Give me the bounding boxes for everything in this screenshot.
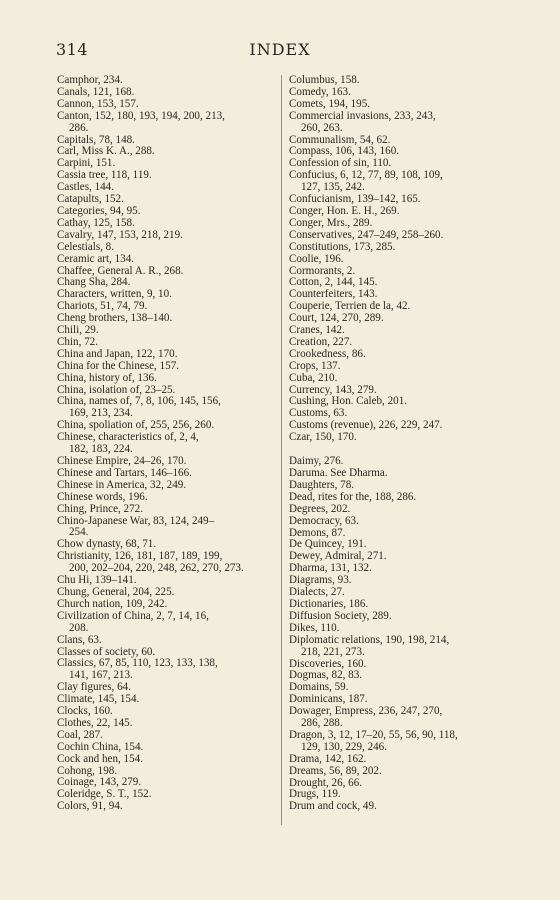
index-entry: Ceramic art, 134.: [57, 252, 135, 265]
index-entry-continuation: 141, 167, 213.: [69, 669, 133, 682]
index-entry: Chu Hi, 139–141.: [57, 574, 137, 587]
index-entry: Drugs, 119.: [289, 788, 341, 801]
index-entry: Dragon, 3, 12, 17–20, 55, 56, 90, 118,: [289, 728, 458, 741]
index-entry: Chinese and Tartars, 146–166.: [57, 466, 192, 479]
index-entry: Daughters, 78.: [289, 478, 355, 491]
index-entry-continuation: 286, 288.: [301, 717, 343, 730]
index-entry: Czar, 150, 170.: [289, 431, 357, 444]
index-entry: Chariots, 51, 74, 79.: [57, 300, 148, 313]
index-entry: Coal, 287.: [57, 728, 103, 741]
index-entry: Cock and hen, 154.: [57, 752, 143, 765]
index-entry: Categories, 94, 95.: [57, 204, 141, 217]
index-entry: Daruma. See Dharma.: [289, 467, 388, 479]
index-entry: Clans, 63.: [57, 633, 102, 646]
index-entry: Chin, 72.: [57, 335, 98, 348]
index-entry: Chinese in America, 32, 249.: [57, 478, 187, 491]
index-entry: Customs, 63.: [289, 407, 348, 420]
index-entry: Carl, Miss K. A., 288.: [57, 145, 155, 158]
index-entry: Colors, 91, 94.: [57, 800, 123, 813]
index-entry: Cochin China, 154.: [57, 740, 144, 753]
index-entry: Christianity, 126, 181, 187, 189, 199,: [57, 550, 223, 563]
index-entry: Clocks, 160.: [57, 705, 113, 718]
index-entry: Columbus, 158.: [289, 74, 360, 86]
index-entry-continuation: 208.: [69, 621, 89, 634]
index-entry: Couperie, Terrien de la, 42.: [289, 300, 411, 313]
index-entry: Climate, 145, 154.: [57, 693, 140, 706]
index-entry-continuation: 182, 183, 224.: [69, 443, 133, 456]
index-entry: Dreams, 56, 89, 202.: [289, 764, 382, 777]
index-entry: Chinese, characteristics of, 2, 4,: [57, 431, 199, 444]
index-entry: Cormorants, 2.: [289, 264, 356, 277]
index-entry: Church nation, 109, 242.: [57, 597, 168, 610]
index-entry: Dowager, Empress, 236, 247, 270,: [289, 705, 443, 718]
index-entry: Dead, rites for the, 188, 286.: [289, 490, 417, 503]
index-entry: China and Japan, 122, 170.: [57, 347, 178, 360]
index-entry-continuation: 286.: [69, 121, 89, 134]
index-entry: Domains, 59.: [289, 681, 349, 694]
index-entry: Degrees, 202.: [289, 502, 351, 515]
index-entry: Castles, 144.: [57, 181, 115, 194]
index-entry: Confucianism, 139–142, 165.: [289, 193, 421, 206]
index-entry: China, isolation of, 23–25.: [57, 383, 176, 396]
index-entry: Dharma, 131, 132.: [289, 562, 372, 575]
index-entry: China, names of, 7, 8, 106, 145, 156,: [57, 395, 221, 408]
index-entry: Cohong, 198.: [57, 764, 118, 777]
index-entry: Cassia tree, 118, 119.: [57, 169, 152, 182]
index-entry: Conservatives, 247–249, 258–260.: [289, 228, 444, 241]
index-entry: Cavalry, 147, 153, 218, 219.: [57, 228, 183, 241]
index-entry: Chaffee, General A. R., 268.: [57, 264, 184, 277]
index-column-right: [289, 75, 519, 813]
index-entry: Chinese words, 196.: [57, 490, 148, 503]
index-entry: Cushing, Hon. Caleb, 201.: [289, 395, 408, 408]
index-entry: Chino-Japanese War, 83, 124, 249–: [57, 514, 215, 527]
index-entry: Dictionaries, 186.: [289, 597, 369, 610]
index-entry: Confession of sin, 110.: [289, 157, 392, 170]
index-entry: Catapults, 152.: [57, 193, 124, 206]
index-entry: Characters, written, 9, 10.: [57, 288, 172, 301]
index-column-left: [57, 75, 275, 813]
index-entry: China, history of, 136.: [57, 371, 157, 384]
index-entry: Classics, 67, 85, 110, 123, 133, 138,: [57, 657, 218, 670]
index-entry-continuation: 169, 213, 234.: [69, 407, 133, 420]
index-entry: Clay figures, 64.: [57, 681, 131, 694]
index-entry: Court, 124, 270, 289.: [289, 312, 384, 325]
index-entry: Discoveries, 160.: [289, 657, 367, 670]
index-entry: Comets, 194, 195.: [289, 97, 371, 110]
index-entry: Clothes, 22, 145.: [57, 716, 133, 729]
index-entry: Confucius, 6, 12, 77, 89, 108, 109,: [289, 169, 443, 182]
index-entry: Customs (revenue), 226, 229, 247.: [289, 419, 443, 432]
index-entry: Coleridge, S. T., 152.: [57, 788, 152, 801]
index-entry: Drama, 142, 162.: [289, 752, 367, 765]
index-entry: Chang Sha, 284.: [57, 276, 131, 289]
index-entry: Crookedness, 86.: [289, 347, 366, 360]
column-divider: [281, 75, 282, 825]
index-entry: Carpini, 151.: [57, 157, 116, 170]
index-entry: De Quincey, 191.: [289, 538, 367, 551]
index-entry: Diffusion Society, 289.: [289, 609, 392, 622]
index-entry: Capitals, 78, 148.: [57, 133, 135, 146]
index-entry: Conger, Mrs., 289.: [289, 216, 373, 229]
page-number: 314: [56, 40, 89, 59]
index-entry-continuation: 127, 135, 242.: [301, 181, 365, 194]
index-entry: Canals, 121, 168.: [57, 85, 135, 98]
index-entry: Cuba, 210.: [289, 371, 338, 384]
index-entry: Ching, Prince, 272.: [57, 502, 143, 515]
page-title: INDEX: [249, 40, 311, 59]
index-entry: China for the Chinese, 157.: [57, 359, 180, 372]
index-entry: Coinage, 143, 279.: [57, 776, 142, 789]
index-entry: Canton, 152, 180, 193, 194, 200, 213,: [57, 109, 225, 122]
index-entry-continuation: 218, 221, 273.: [301, 645, 365, 658]
index-entry: Currency, 143, 279.: [289, 383, 377, 396]
index-entry-continuation: 254.: [69, 526, 89, 539]
index-entry: Drum and cock, 49.: [289, 800, 377, 813]
index-entry-continuation: 200, 202–204, 220, 248, 262, 270, 273.: [69, 562, 244, 575]
index-entry: Chili, 29.: [57, 324, 99, 337]
index-entry: Dikes, 110.: [289, 621, 340, 634]
index-entry: Cotton, 2, 144, 145.: [289, 276, 378, 289]
index-entry: Diagrams, 93.: [289, 574, 352, 587]
index-entry: Civilization of China, 2, 7, 14, 16,: [57, 609, 209, 622]
index-entry: Cathay, 125, 158.: [57, 216, 135, 229]
index-entry: Camphor, 234.: [57, 74, 123, 86]
index-entry: Conger, Hon. E. H., 269.: [289, 204, 400, 217]
index-entry: Creation, 227.: [289, 335, 353, 348]
index-entry: Compass, 106, 143, 160.: [289, 145, 400, 158]
index-entry: Chinese Empire, 24–26, 170.: [57, 455, 187, 467]
index-entry: Cranes, 142.: [289, 324, 345, 337]
index-entry: Dogmas, 82, 83.: [289, 669, 363, 682]
index-entry: Constitutions, 173, 285.: [289, 240, 396, 253]
index-entry: Counterfeiters, 143.: [289, 288, 378, 301]
index-entry: Classes of society, 60.: [57, 645, 156, 658]
index-entry: Cheng brothers, 138–140.: [57, 312, 173, 325]
index-entry: Commercial invasions, 233, 243,: [289, 109, 436, 122]
index-entry: Chow dynasty, 68, 71.: [57, 538, 157, 551]
index-entry: Celestials, 8.: [57, 240, 115, 253]
index-entry-continuation: 129, 130, 229, 246.: [301, 740, 387, 753]
index-entry: Chung, General, 204, 225.: [57, 585, 175, 598]
index-entry: Coolie, 196.: [289, 252, 344, 265]
index-entry: Communalism, 54, 62.: [289, 133, 391, 146]
index-entry: Democracy, 63.: [289, 514, 359, 527]
index-entry: China, spoliation of, 255, 256, 260.: [57, 419, 215, 432]
index-entry: Dominicans, 187.: [289, 693, 368, 706]
index-entry: Daimy, 276.: [289, 455, 344, 468]
index-entry: Comedy, 163.: [289, 85, 351, 98]
index-entry: Diplomatic relations, 190, 198, 214,: [289, 633, 450, 646]
index-entry: Dialects, 27.: [289, 586, 345, 599]
index-entry: Drought, 26, 66.: [289, 776, 363, 789]
index-entry: Demons, 87.: [289, 526, 346, 539]
index-entry: Crops, 137.: [289, 359, 341, 372]
index-entry: Cannon, 153, 157.: [57, 97, 139, 110]
index-entry-continuation: 260, 263.: [301, 121, 343, 134]
index-entry: Dewey, Admiral, 271.: [289, 550, 387, 563]
